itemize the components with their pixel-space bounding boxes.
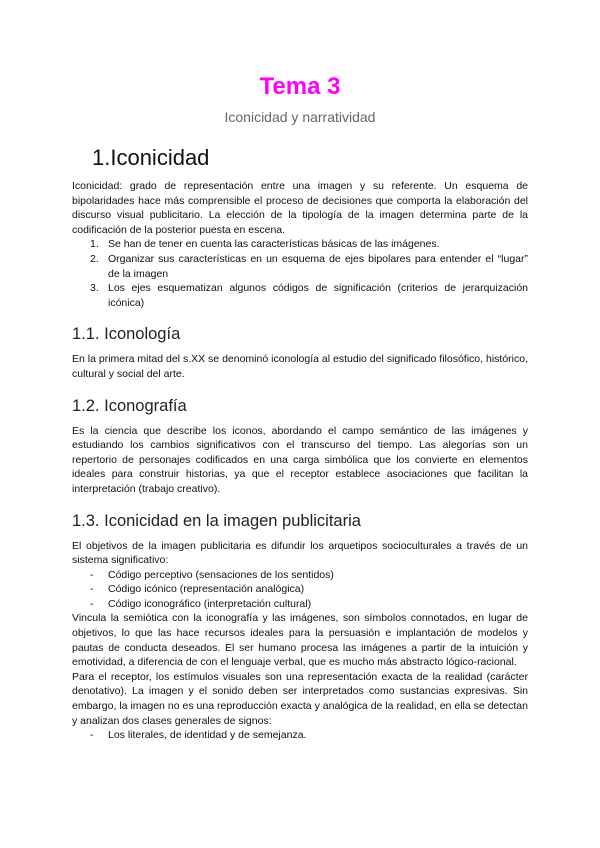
section-1-3-heading: 1.3. Iconicidad en la imagen publicitaria bbox=[72, 511, 361, 530]
page-subtitle: Iconicidad y narratividad bbox=[224, 109, 376, 125]
list-item bbox=[72, 582, 528, 597]
list-item bbox=[72, 237, 528, 252]
section-1-3-paragraph-3: Para el receptor, los estímulos visuales son una representación exacta de la realidad (carácter denotativo). La imagen y el sonido deben ser interpretados como sustancias expresivas. Sin embargo, la imagen no es una reproducción exacta y analógica de la realidad, en ella se detectan y analizan dos clases generales de signos: bbox=[72, 670, 528, 727]
list-item-text: Código perceptivo (sensaciones de los sentidos) bbox=[108, 568, 334, 581]
list-item-text: Los ejes esquematizan algunos códigos de significación (criterios de jerarquización icónica) bbox=[108, 282, 528, 309]
list-item bbox=[72, 597, 528, 612]
section-1-1-paragraph: En la primera mitad del s.XX se denominó iconología al estudio del significado filosófico, histórico, cultural y social del arte. bbox=[72, 353, 528, 380]
section-1-2-heading: 1.2. Iconografía bbox=[72, 396, 187, 415]
section-1-3-paragraph-2: Vincula la semiótica con la iconografía y las imágenes, son símbolos connotados, en lugar de objetivos, lo que las hace recursos ideales para la persuasión e implantación de modelos y pautas de conducta deseados. El ser humano procesa las imágenes a partir de la intuición y emotividad, a diferencia de con el lenguaje verbal, que es mucho más abstracto lógico-racional. bbox=[72, 612, 528, 669]
list-dash: - bbox=[90, 568, 94, 581]
list-item bbox=[72, 568, 528, 583]
codes-list bbox=[72, 568, 528, 612]
list-dash: - bbox=[90, 729, 94, 742]
list-dash: - bbox=[90, 597, 94, 610]
list-number: 1. bbox=[90, 238, 99, 251]
list-item-text: Código iconográfico (interpretación cultural) bbox=[108, 597, 312, 610]
list-item-text: Se han de tener en cuenta las características básicas de las imágenes. bbox=[108, 238, 440, 251]
list-number: 3. bbox=[90, 282, 99, 295]
document-page bbox=[72, 70, 528, 743]
section-1-2-paragraph: Es la ciencia que describe los iconos, abordando el campo semántico de las imágenes y estudiando los cambios significativos con el transcurso del tiempo. Las alegorías son un repertorio de personajes codificados en una carga simbólica que los convierte en elementos ideales para construir historias, ya que el receptor establece asociaciones que facilitan la interpretación (trabajo creativo). bbox=[72, 424, 528, 495]
list-number: 2. bbox=[90, 252, 99, 265]
list-dash: - bbox=[90, 583, 94, 596]
list-item bbox=[72, 728, 528, 743]
signs-list bbox=[72, 728, 528, 743]
section-1-heading: 1.Iconicidad bbox=[92, 145, 210, 170]
section-1-paragraph: Iconicidad: grado de representación entre una imagen y su referente. Un esquema de bipolaridades hace más comprensible el proceso de decisiones que comporta la elaboración del discurso visual publicitario. La elección de la tipología de la imagen determina parte de la codificación de la posterior puesta en escena. bbox=[72, 180, 528, 236]
section-1-1-heading: 1.1. Iconología bbox=[72, 325, 181, 344]
page-title: Tema 3 bbox=[259, 73, 341, 100]
list-item bbox=[72, 252, 528, 281]
list-item-text: Código icónico (representación analógica) bbox=[108, 583, 305, 596]
section-1-list bbox=[72, 237, 528, 310]
list-item-text: Organizar sus características en un esquema de ejes bipolares para entender el “lugar” de la imagen bbox=[108, 252, 528, 280]
list-item-text: Los literales, de identidad y de semejanza. bbox=[108, 729, 307, 742]
list-item bbox=[72, 281, 528, 310]
section-1-3-intro: El objetivos de la imagen publicitaria es difundir los arquetipos socioculturales a través de un sistema significativo: bbox=[72, 539, 528, 567]
